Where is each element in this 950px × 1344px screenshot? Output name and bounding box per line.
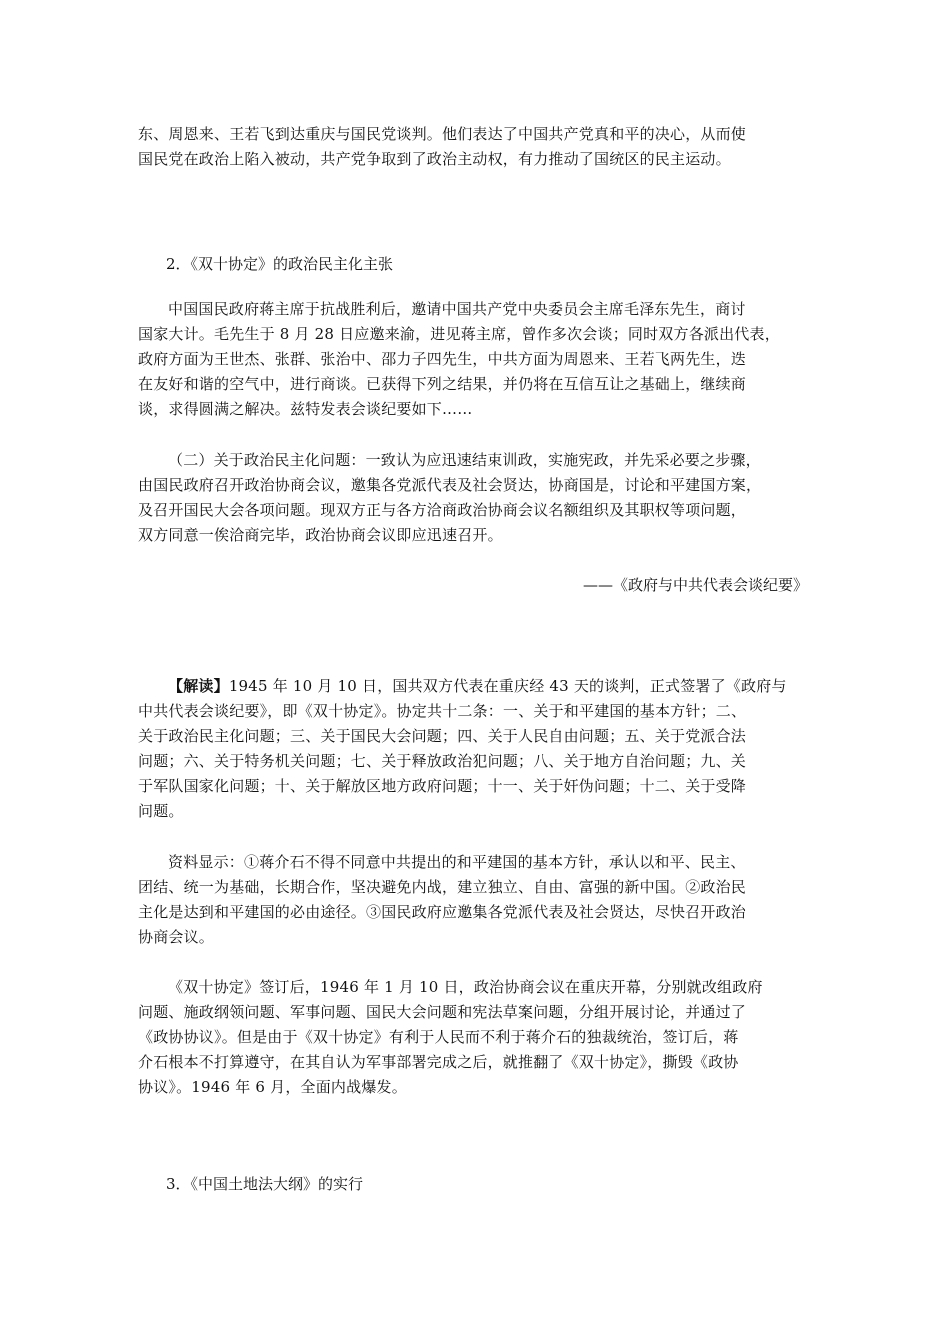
intro-paragraph xyxy=(138,122,814,172)
interpretation-label: 【解读】 xyxy=(168,677,229,695)
quote-paragraph-1 xyxy=(138,297,814,422)
aftermath-line: 介石根本不打算遵守，在其自认为军事部署完成之后，就推翻了《双十协定》，撕毁《政协 xyxy=(138,1053,739,1071)
interpretation-line: 中共代表会谈纪要》，即《双十协定》。协定共十二条：一、关于和平建国的基本方针；二、 xyxy=(138,702,747,720)
aftermath-line: 《政协协议》。但是由于《双十协定》有利于人民而不利于蒋介石的独裁统治，签订后，蒋 xyxy=(138,1028,739,1046)
section-2-heading: 2．《双十协定》的政治民主化主张 xyxy=(166,255,394,273)
aftermath-line: 协议》。1946 年 6 月，全面内战爆发。 xyxy=(138,1078,407,1096)
section-3-heading: 3．《中国土地法大纲》的实行 xyxy=(166,1175,364,1193)
quote-paragraph-2 xyxy=(138,448,814,548)
quote-line: 国家大计。毛先生于 8 月 28 日应邀来渝，进见蒋主席，曾作多次会谈；同时双方各派出代表， xyxy=(138,325,780,343)
materials-line: 主化是达到和平建国的必由途径。③国民政府应邀集各党派代表及社会贤达，尽快召开政治 xyxy=(138,903,747,921)
aftermath-paragraph xyxy=(138,975,814,1100)
quote-line: 由国民政府召开政治协商会议，邀集各党派代表及社会贤达，协商国是，讨论和平建国方案， xyxy=(138,476,762,494)
aftermath-line: 问题、施政纲领问题、军事问题、国民大会问题和宪法草案问题，分组开展讨论，并通过了 xyxy=(138,1003,747,1021)
interpretation-first-text: 1945 年 10 月 10 日，国共双方代表在重庆经 43 天的谈判，正式签署了《政府与 xyxy=(228,677,787,695)
interpretation-line: 于军队国家化问题；十、关于解放区地方政府问题；十一、关于奸伪问题；十二、关于受降 xyxy=(138,777,747,795)
interpretation-line: 关于政治民主化问题；三、关于国民大会问题；四、关于人民自由问题；五、关于党派合法 xyxy=(138,727,747,745)
quote-line: 政府方面为王世杰、张群、张治中、邵力子四先生，中共方面为周恩来、王若飞两先生，迭 xyxy=(138,350,747,368)
quote-source: ——《政府与中共代表会谈纪要》 xyxy=(582,576,808,594)
intro-line: 东、周恩来、王若飞到达重庆与国民党谈判。他们表达了中国共产党真和平的决心，从而使 xyxy=(138,125,747,143)
interpretation-line: 问题；六、关于特务机关问题；七、关于释放政治犯问题；八、关于地方自治问题；九、关 xyxy=(138,752,747,770)
interpretation-paragraph xyxy=(138,674,814,824)
aftermath-line: 《双十协定》签订后，1946 年 1 月 10 日，政治协商会议在重庆开幕，分别就改组政府 xyxy=(168,978,763,996)
interpretation-line: 问题。 xyxy=(138,802,184,820)
materials-line: 资料显示：①蒋介石不得不同意中共提出的和平建国的基本方针，承认以和平、民主、 xyxy=(168,853,746,871)
materials-paragraph xyxy=(138,850,814,950)
quote-line: 在友好和谐的空气中，进行商谈。已获得下列之结果，并仍将在互信互让之基础上，继续商 xyxy=(138,375,747,393)
intro-line: 国民党在政治上陷入被动，共产党争取到了政治主动权，有力推动了国统区的民主运动。 xyxy=(138,150,731,168)
quote-line: 谈，求得圆满之解决。兹特发表会谈纪要如下…… xyxy=(138,400,473,418)
materials-line: 团结、统一为基础，长期合作，坚决避免内战，建立独立、自由、富强的新中国。②政治民 xyxy=(138,878,747,896)
quote-line: 双方同意一俟洽商完毕，政治协商会议即应迅速召开。 xyxy=(138,526,503,544)
quote-line: 中国国民政府蒋主席于抗战胜利后，邀请中国共产党中央委员会主席毛泽东先生，商讨 xyxy=(168,300,746,318)
interpretation-first-line xyxy=(138,674,814,699)
materials-line: 协商会议。 xyxy=(138,928,215,946)
quote-line: （二）关于政治民主化问题：一致认为应迅速结束训政，实施宪政，并先采必要之步骤， xyxy=(168,451,761,469)
quote-line: 及召开国民大会各项问题。现双方正与各方洽商政治协商会议名额组织及其职权等项问题， xyxy=(138,501,747,519)
